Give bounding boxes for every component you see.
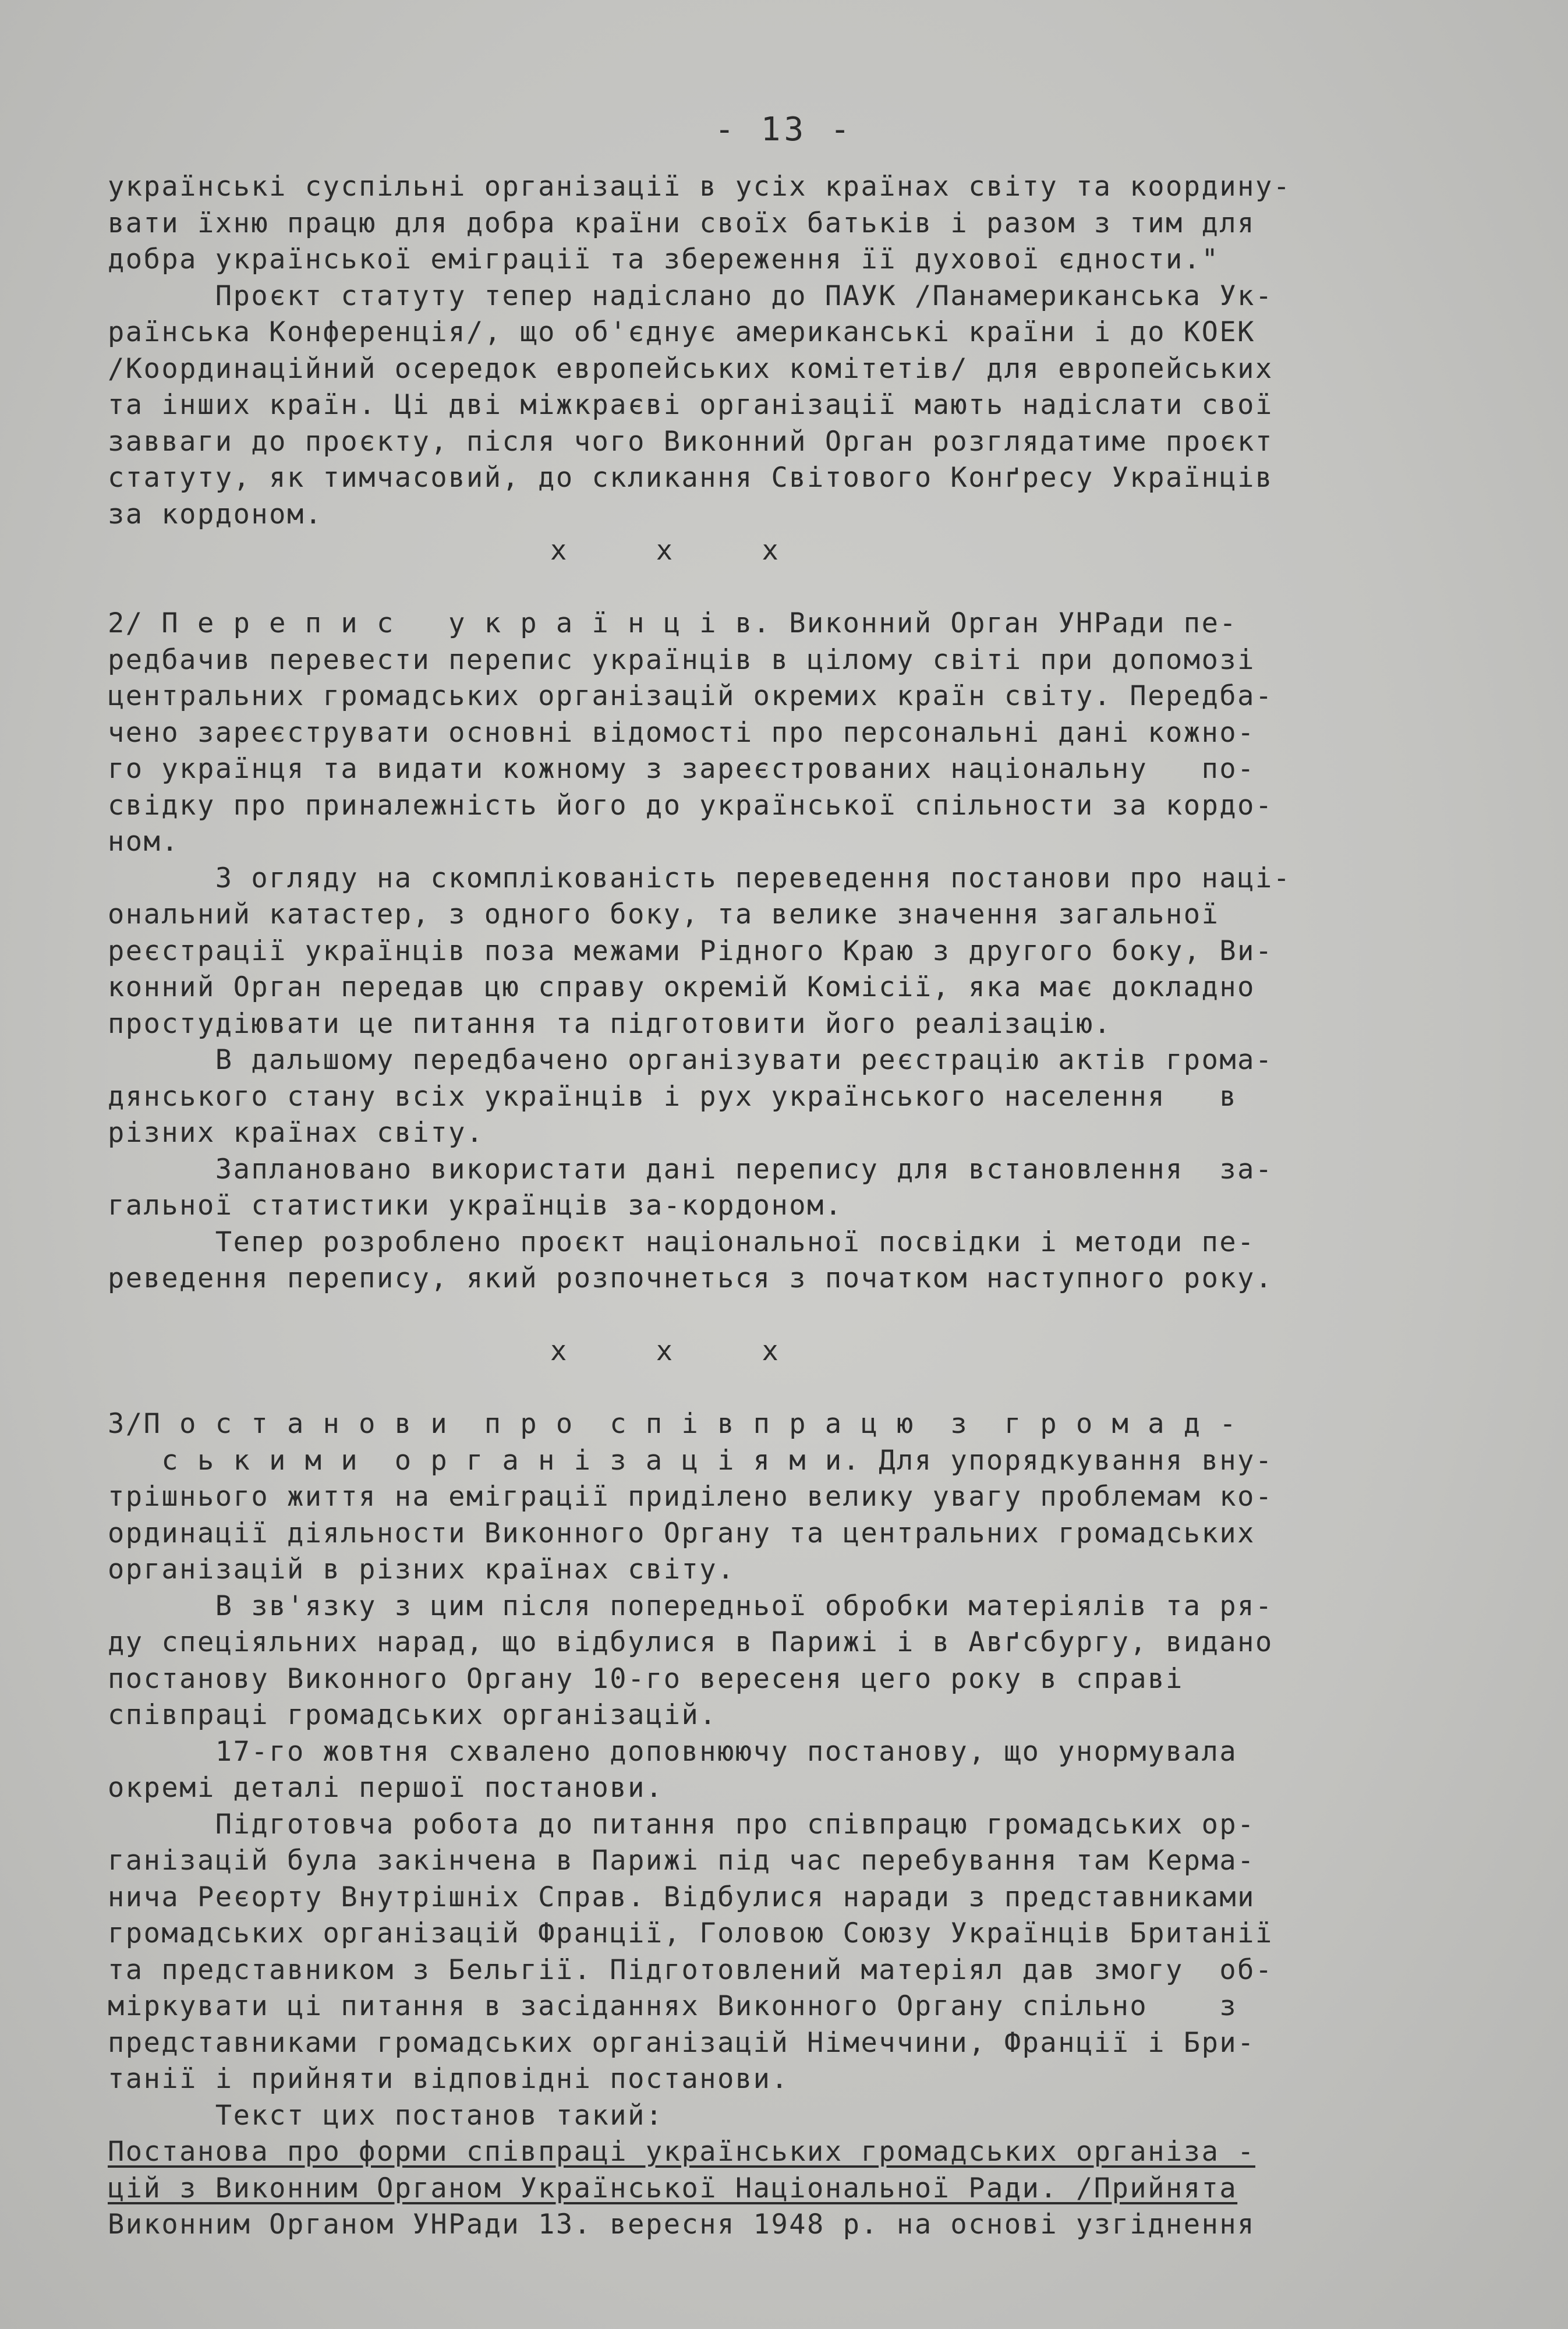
- text-line: чено зареєструвати основні відомості про персональні дані кожно-: [108, 716, 1255, 749]
- text-line: та інших країн. Ці дві міжкраєві організації мають надіслати свої: [108, 389, 1273, 421]
- section-heading-line: 3/П о с т а н о в и п р о с п і в п р а ц ю з г р о м а д -: [108, 1408, 1238, 1440]
- section-heading-line: с ь к и м и о р г а н і з а ц і я м и. Для упорядкування вну-: [108, 1444, 1273, 1477]
- document-body: [108, 169, 1505, 2243]
- text-line: дянського стану всіх українців і рух українського населення в: [108, 1080, 1238, 1113]
- text-line: З огляду на скомплікованість переведення постанови про наці-: [108, 862, 1291, 894]
- text-line: статуту, як тимчасовий, до скликання Світового Конґресу Українців: [108, 462, 1273, 494]
- text-line: українські суспільні організації в усіх країнах світу та координу-: [108, 171, 1291, 203]
- section-separator: x x x: [550, 535, 780, 567]
- section-intro: [108, 169, 1505, 533]
- text-line: представниками громадських організацій Німеччини, Франції і Бри-: [108, 2026, 1255, 2059]
- text-line: реєстрації українців поза межами Рідного Краю з другого боку, Ви-: [108, 935, 1273, 967]
- text-line: вати їхню працю для добра країни своїх батьків і разом з тим для: [108, 207, 1255, 239]
- text-line: та представником з Бельгії. Підготовлений матеріял дав змогу об-: [108, 1953, 1273, 1986]
- text-line: редбачив перевести перепис українців в цілому світі при допомозі: [108, 643, 1255, 676]
- text-line: Підготовча робота до питання про співпрацю громадських ор-: [108, 1808, 1255, 1840]
- text-line: танії і прийняти відповідні постанови.: [108, 2063, 790, 2095]
- text-line: ном.: [108, 826, 180, 858]
- text-line: постанову Виконного Органу 10-го вересеня цего року в справі: [108, 1662, 1184, 1695]
- underlined-heading-line: цій з Виконним Органом Української Національної Ради. /Прийнята: [108, 2172, 1238, 2204]
- text-line: ональний катастер, з одного боку, та велике значення загальної: [108, 898, 1220, 930]
- text-line: В зв'язку з цим після попередньої обробки матеріялів та ря-: [108, 1590, 1273, 1622]
- text-line: реведення перепису, який розпочнеться з початком наступного року.: [108, 1262, 1273, 1294]
- text-line: свідку про приналежність його до української спільности за кордо-: [108, 789, 1273, 822]
- text-line: конний Орган передав цю справу окремій Комісії, яка має докладно: [108, 971, 1255, 1003]
- text-line: громадських організацій Франції, Головою Союзу Українців Британії: [108, 1917, 1273, 1949]
- text-line: ганізацій була закінчена в Парижі під час перебування там Керма-: [108, 1845, 1255, 1877]
- resolution-heading: [108, 2134, 1505, 2243]
- text-line: трішнього життя на еміграції приділено велику увагу проблемам ко-: [108, 1481, 1273, 1513]
- text-line: добра української еміграції та збереження її духової єдности.": [108, 243, 1220, 275]
- text-line: центральних громадських організацій окремих країн світу. Передба-: [108, 680, 1273, 712]
- section-census: [108, 606, 1505, 1297]
- text-line: ду спеціяльних нарад, що відбулися в Парижі і в Авґсбургу, видано: [108, 1626, 1273, 1658]
- blank-line: [108, 1297, 1505, 1334]
- text-line: Тепер розроблено проєкт національної посвідки і методи пе-: [108, 1226, 1255, 1258]
- text-line: нича Реєорту Внутрішніх Справ. Відбулися наради з представниками: [108, 1881, 1255, 1913]
- text-line: гальної статистики українців за-кордоном.: [108, 1190, 843, 1222]
- text-line: ординації діяльности Виконного Органу та центральних громадських: [108, 1517, 1255, 1549]
- text-line: міркувати ці питання в засіданнях Виконного Органу спільно з: [108, 1990, 1238, 2022]
- text-line: різних країнах світу.: [108, 1117, 484, 1149]
- text-line: співпраці громадських організацій.: [108, 1699, 718, 1731]
- text-line: Текст цих постанов такий:: [108, 2099, 664, 2132]
- text-line: /Координаційний осередок европейських комітетів/ для европейських: [108, 352, 1273, 385]
- text-line: Заплановано використати дані перепису для встановлення за-: [108, 1153, 1273, 1185]
- blank-line: [108, 1370, 1505, 1407]
- text-line: Проєкт статуту тепер надіслано до ПАУК /Панамериканська Ук-: [108, 279, 1273, 312]
- section-separator: x x x: [550, 1335, 780, 1367]
- text-line: го українця та видати кожному з зареєстрованих національну по-: [108, 753, 1255, 785]
- section-heading-line: 2/ П е р е п и с у к р а ї н ц і в. Виконний Орган УНРади пе-: [108, 607, 1238, 639]
- text-line: завваги до проєкту, після чого Виконний Орган розглядатиме проєкт: [108, 425, 1273, 458]
- text-line: Виконним Органом УНРади 13. вересня 1948 р. на основі узгіднення: [108, 2208, 1255, 2240]
- text-line: 17-го жовтня схвалено доповнюючу постанову, що унормувала: [108, 1735, 1238, 1768]
- text-line: окремі деталі першої постанови.: [108, 1772, 664, 1804]
- section-cooperation: [108, 1406, 1505, 2134]
- text-line: за кордоном.: [108, 498, 323, 530]
- blank-line: [108, 569, 1505, 606]
- page-number: - 13 -: [714, 111, 854, 148]
- underlined-heading-line: Постанова про форми співпраці українських громадських організа -: [108, 2136, 1255, 2168]
- text-line: простудіювати це питання та підготовити його реалізацію.: [108, 1007, 1112, 1040]
- text-line: організацій в різних країнах світу.: [108, 1553, 735, 1585]
- text-line: раїнська Конференція/, що об'єднує американські країни і до КОЕК: [108, 316, 1255, 348]
- text-line: В дальшому передбачено організувати реєстрацію актів грома-: [108, 1044, 1273, 1076]
